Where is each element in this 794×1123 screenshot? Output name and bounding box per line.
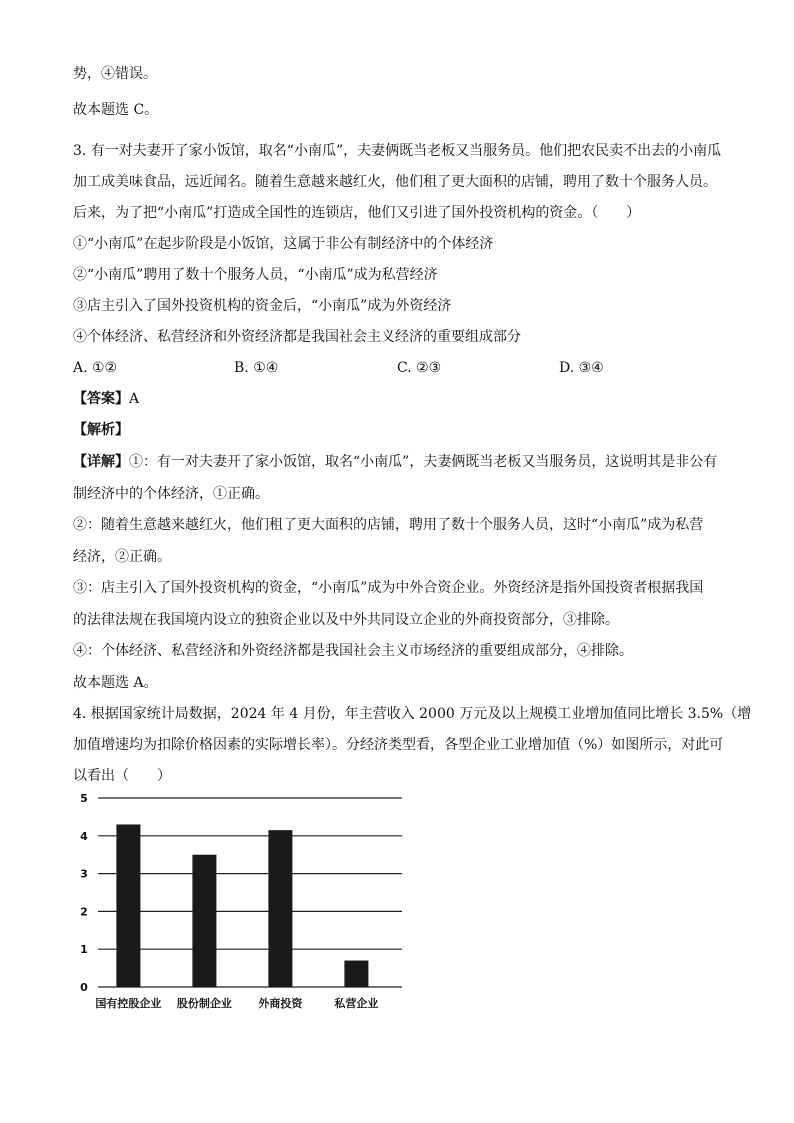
q3-stem-line-2: 加工成美味食品，远近闻名。随着生意越来越红火，他们租了更大面积的店铺，聘用了数十个服务人员。 <box>73 174 717 190</box>
prev-answer-choice: 故本题选 C。 <box>73 102 159 118</box>
detail-text-1: ①：有一对夫妻开了家小饭馆，取名“小南瓜”，夫妻俩既当老板又当服务员，这说明其是非公有 <box>129 454 718 470</box>
detail-line-6: 的法律法规在我国境内设立的独资企业以及中外共同设立企业的外商投资部分，③排除。 <box>73 612 619 628</box>
q3-answer <box>73 389 139 409</box>
x-category-label: 股份制企业 <box>176 997 232 1010</box>
y-tick-label: 3 <box>80 867 88 881</box>
q3-stem-line-3: 后来，为了把“小南瓜”打造成全国性的连锁店，他们又引进了国外投资机构的资金。（ ） <box>73 205 641 221</box>
detail-line-5: ③：店主引入了国外投资机构的资金，“小南瓜”成为中外合资企业。外资经济是指外国投资者根据我国 <box>73 580 704 596</box>
q3-statement-3: ③店主引入了国外投资机构的资金后，“小南瓜”成为外资经济 <box>73 298 452 314</box>
y-tick-label: 0 <box>80 981 88 994</box>
q4-stem-line-3: 以看出（ ） <box>73 768 171 784</box>
q3-option-a: A. ①② <box>73 360 118 376</box>
y-tick-label: 1 <box>80 943 88 957</box>
detail-line-8: 故本题选 A。 <box>73 675 158 691</box>
x-category-label: 私营企业 <box>334 997 379 1010</box>
detail-label: 【详解】 <box>73 454 129 470</box>
detail-line-3: ②：随着生意越来越红火，他们租了更大面积的店铺，聘用了数十个服务人员，这时“小南瓜”成为私营 <box>73 517 704 533</box>
bar <box>192 855 216 987</box>
q3-statement-2: ②“小南瓜”聘用了数十个服务人员，“小南瓜”成为私营经济 <box>73 267 438 283</box>
y-tick-label: 4 <box>80 829 88 843</box>
y-tick-label: 5 <box>80 792 88 805</box>
detail-line-2: 制经济中的个体经济，①正确。 <box>73 486 269 502</box>
bar <box>116 824 140 987</box>
prev-answer-tail: 势，④错误。 <box>73 66 157 82</box>
answer-value: A <box>129 391 140 407</box>
q4-stem-line-2: 加值增速均为扣除价格因素的实际增长率）。分经济类型看，各型企业工业增加值（%）如图所示，对此可 <box>73 737 724 753</box>
q3-option-b: B. ①④ <box>234 360 279 376</box>
detail-line-7: ④：个体经济、私营经济和外资经济都是我国社会主义市场经济的重要组成部分，④排除。 <box>73 643 633 659</box>
detail-line-4: 经济，②正确。 <box>73 549 171 565</box>
bar <box>268 830 292 987</box>
q3-option-c: C. ②③ <box>397 360 442 376</box>
analysis-label: 【解析】 <box>73 422 129 438</box>
y-tick-label: 2 <box>80 905 88 919</box>
bar <box>344 961 368 987</box>
industry-value-added-bar-chart <box>70 785 410 1015</box>
q3-statement-1: ①“小南瓜”在起步阶段是小饭馆，这属于非公有制经济中的个体经济 <box>73 236 494 252</box>
q3-option-d: D. ③④ <box>559 360 604 376</box>
q3-stem-line-1: 3. 有一对夫妻开了家小饭馆，取名“小南瓜”，夫妻俩既当老板又当服务员。他们把农民卖不出去的小南瓜 <box>73 143 722 159</box>
q3-statement-4: ④个体经济、私营经济和外资经济都是我国社会主义经济的重要组成部分 <box>73 329 521 345</box>
q4-stem-line-1: 4. 根据国家统计局数据，2024 年 4 月份，年主营收入 2000 万元及以上规模工业增加值同比增长 3.5%（增 <box>73 706 752 722</box>
x-category-label: 国有控股企业 <box>95 997 162 1010</box>
answer-label: 【答案】 <box>73 391 129 407</box>
detail-line-1 <box>73 452 717 472</box>
x-category-label: 外商投资 <box>258 997 303 1010</box>
